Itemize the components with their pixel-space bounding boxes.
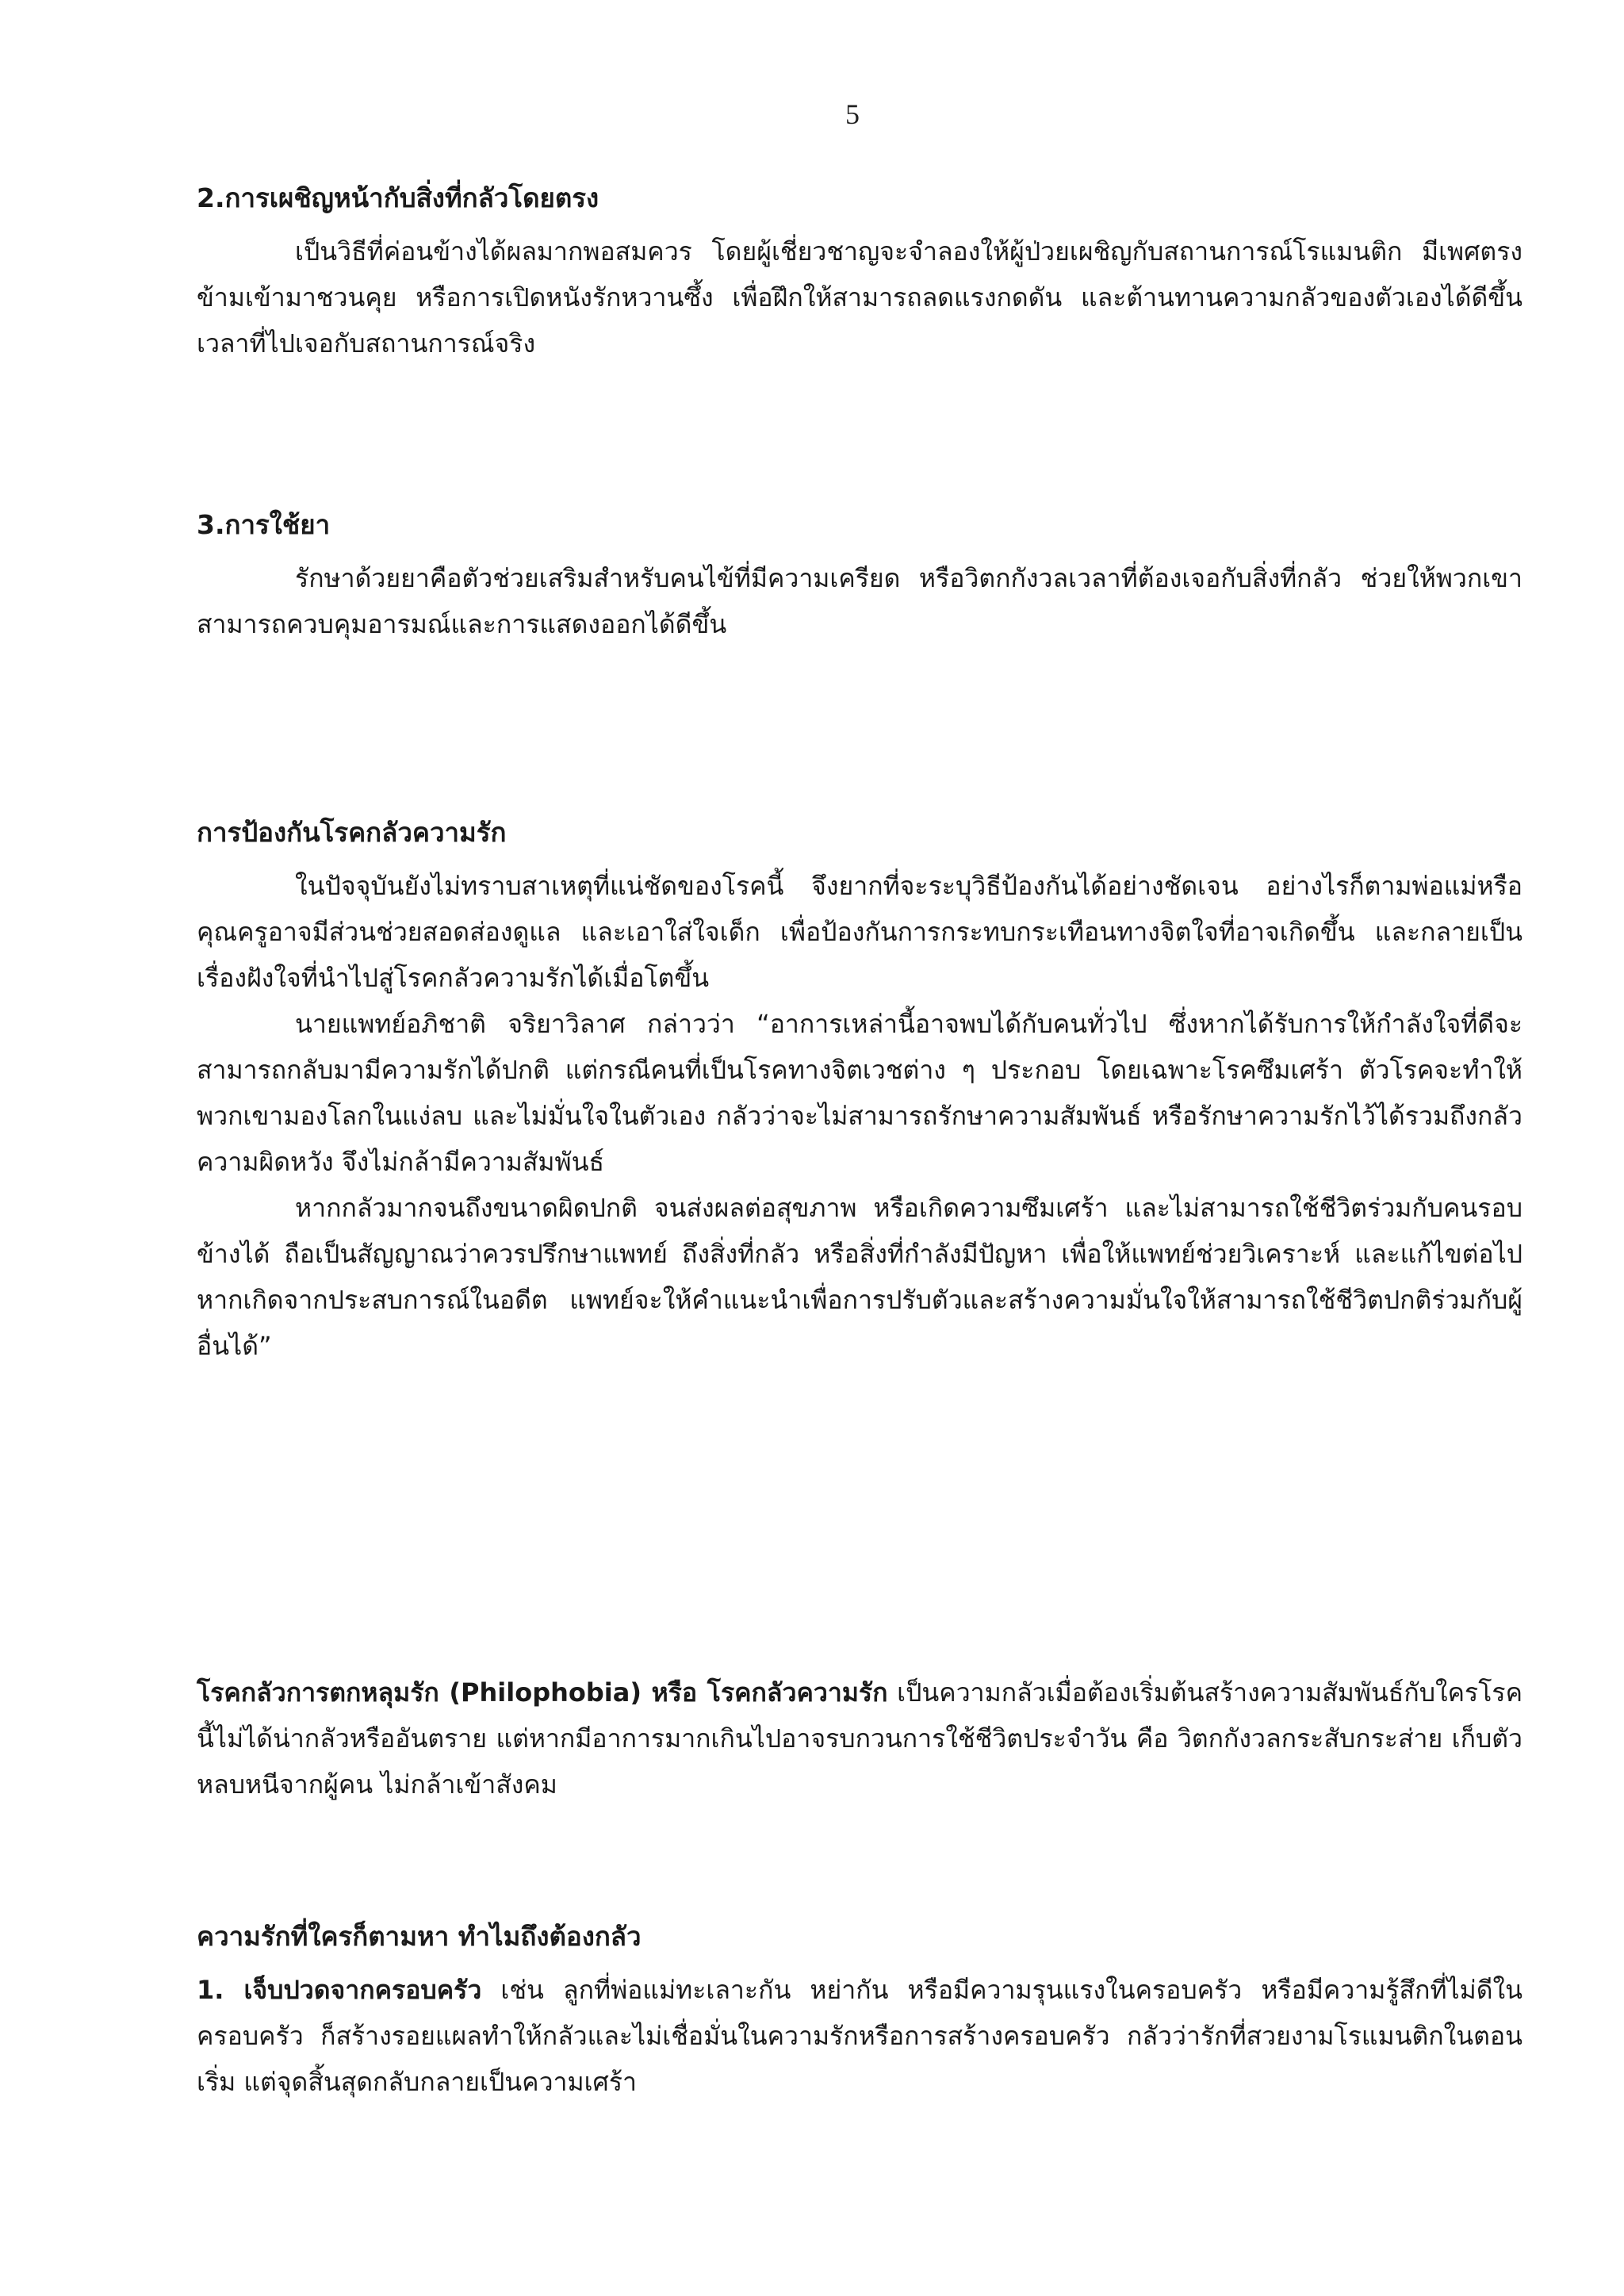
section-heading-prevention: การป้องกันโรคกลัวความรัก xyxy=(197,817,507,848)
page-number: 5 xyxy=(845,98,860,130)
section-heading-why: ความรักที่ใครก็ตามหา ทำไมถึงต้องกลัว xyxy=(197,1921,642,1952)
section-heading-medication: 3.การใช้ยา xyxy=(197,509,331,540)
paragraph-medication: รักษาด้วยยาคือตัวช่วยเสริมสำหรับคนไข้ที่มีความเครียด หรือวิตกกังวลเวลาที่ต้องเจอกับสิ่งที่กลัว ช่วยให้พวกเขาสามารถควบคุมอารมณ์และการแสดงออกได้ดีขึ้น xyxy=(197,563,1522,639)
section-exposure xyxy=(197,181,1522,366)
section-definition xyxy=(197,1669,1522,1807)
paragraph-definition xyxy=(197,1669,1522,1807)
section-prevention xyxy=(197,815,1522,1369)
why-item-1-text: เช่น ลูกที่พ่อแม่ทะเลาะกัน หย่ากัน หรือมีความรุนแรงในครอบครัว หรือมีความรู้สึกที่ไม่ดีในครอบครัว ก็สร้างรอยแผลทำให้กลัวและไม่เชื่อมั่นในความรักหรือการสร้างครอบครัว กลัวว่ารักที่สวยงามโรแมนติกในตอนเริ่ม แต่จุดสิ้นสุดกลับกลายเป็นความเศร้า xyxy=(197,1975,1523,2097)
section-medication xyxy=(197,508,1522,647)
definition-bold-lead: โรคกลัวการตกหลุมรัก (Philophobia) หรือ โรคกลัวความรัก xyxy=(197,1677,888,1708)
paragraph-prevention-3: หากกลัวมากจนถึงขนาดผิดปกติ จนส่งผลต่อสุขภาพ หรือเกิดความซึมเศร้า และไม่สามารถใช้ชีวิตร่วมกับคนรอบข้างได้ ถือเป็นสัญญาณว่าควรปรึกษาแพทย์ ถึงสิ่งที่กลัว หรือสิ่งที่กำลังมีปัญหา เพื่อให้แพทย์ช่วยวิเคราะห์ และแก้ไขต่อไป หากเกิดจากประสบการณ์ในอดีต แพทย์จะให้คำแนะนำเพื่อการปรับตัวและสร้างความมั่นใจให้สามารถใช้ชีวิตปกติร่วมกับผู้อื่นได้” xyxy=(197,1193,1523,1361)
paragraph-prevention-2: นายแพทย์อภิชาติ จริยาวิลาศ กล่าวว่า “อาการเหล่านี้อาจพบได้กับคนทั่วไป ซึ่งหากได้รับการให้กำลังใจที่ดีจะสามารถกลับมามีความรักได้ปกติ แต่กรณีคนที่เป็นโรคทางจิตเวชต่าง ๆ ประกอบ โดยเฉพาะโรคซึมเศร้า ตัวโรคจะทำให้พวกเขามองโลกในแง่ลบ และไม่มั่นใจในตัวเอง กลัวว่าจะไม่สามารถรักษาความสัมพันธ์ หรือรักษาความรักไว้ได้รวมถึงกลัวความผิดหวัง จึงไม่กล้ามีความสัมพันธ์ xyxy=(197,1009,1523,1177)
paragraph-why-item-1 xyxy=(197,1967,1522,2105)
paragraph-prevention-1: ในปัจจุบันยังไม่ทราบสาเหตุที่แน่ชัดของโรคนี้ จึงยากที่จะระบุวิธีป้องกันได้อย่างชัดเจน อย่างไรก็ตามพ่อแม่หรือคุณครูอาจมีส่วนช่วยสอดส่องดูแล และเอาใส่ใจเด็ก เพื่อป้องกันการกระทบกระเทือนทางจิตใจที่อาจเกิดขึ้น และกลายเป็นเรื่องฝังใจที่นำไปสู่โรคกลัวความรักได้เมื่อโตขึ้น xyxy=(197,871,1522,993)
definition-text: เป็นความกลัวเมื่อต้องเริ่มต้นสร้างความสัมพันธ์กับใครโรคนี้ไม่ได้น่ากลัวหรืออันตราย แต่หากมีอาการมากเกินไปอาจรบกวนการใช้ชีวิตประจำวัน คือ วิตกกังวลกระสับกระส่าย เก็บตัว หลบหนีจากผู้คน ไม่กล้าเข้าสังคม xyxy=(197,1677,1523,1800)
why-item-1-bold: 1. เจ็บปวดจากครอบครัว xyxy=(197,1975,482,2005)
paragraph-exposure: เป็นวิธีที่ค่อนข้างได้ผลมากพอสมควร โดยผู้เชี่ยวชาญจะจำลองให้ผู้ป่วยเผชิญกับสถานการณ์โรแมนติก มีเพศตรงข้ามเข้ามาชวนคุย หรือการเปิดหนังรักหวานซึ้ง เพื่อฝึกให้สามารถลดแรงกดดัน และต้านทานความกลัวของตัวเองได้ดีขึ้น เวลาที่ไปเจอกับสถานการณ์จริง xyxy=(197,236,1522,358)
section-heading-exposure: 2.การเผชิญหน้ากับสิ่งที่กลัวโดยตรง xyxy=(197,182,599,213)
section-why xyxy=(197,1919,1522,2105)
